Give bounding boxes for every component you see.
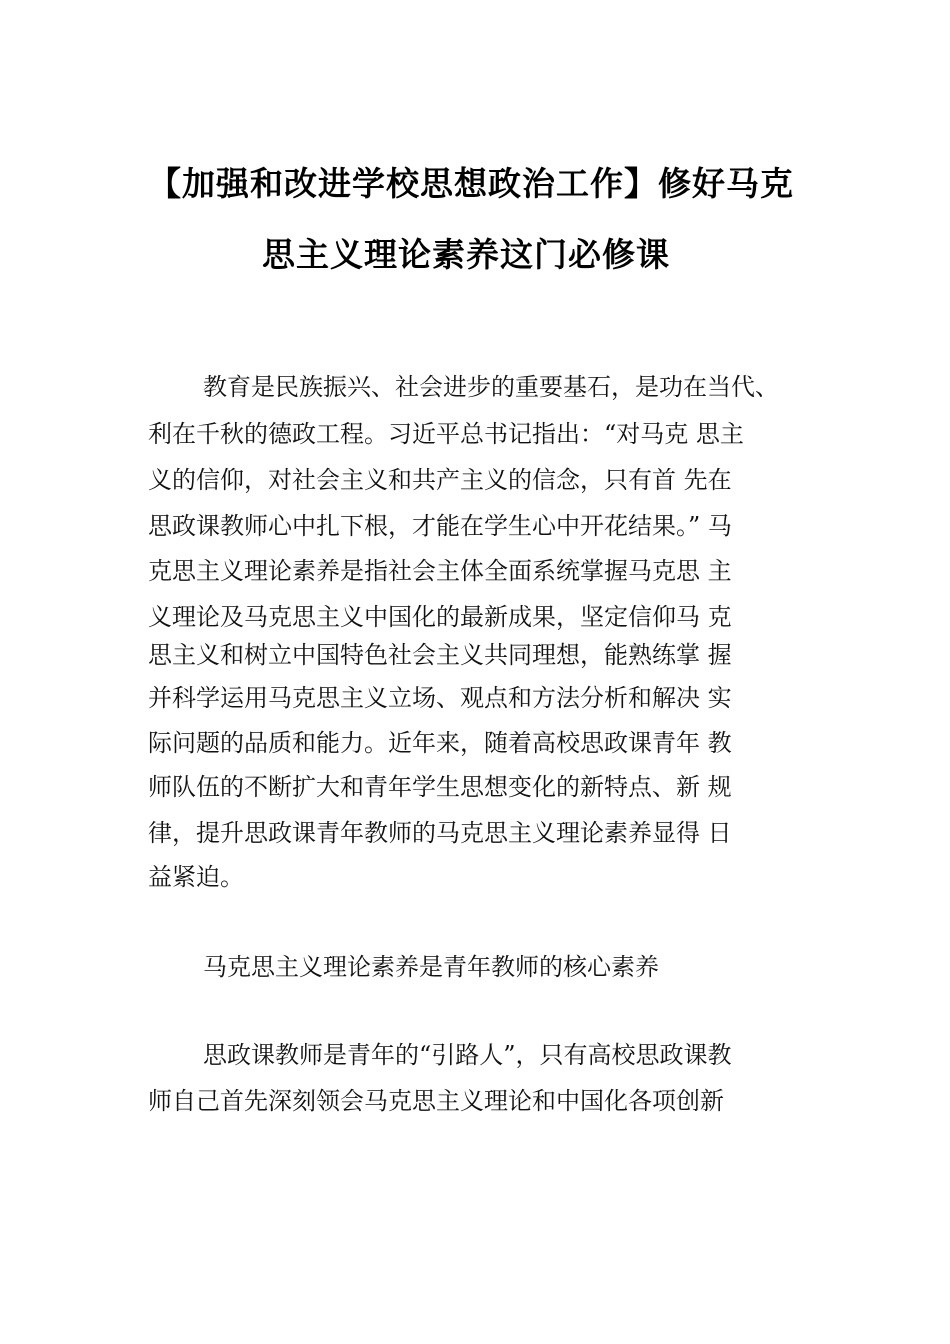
paragraph-1-line-7: 思主义和树立中国特色社会主义共同理想，能熟练掌 握 <box>148 641 732 669</box>
paragraph-1-line-10: 师队伍的不断扩大和青年学生思想变化的新特点、新 规 <box>148 773 732 801</box>
document-title-line-2: 思主义理论素养这门必修课 <box>262 235 670 274</box>
paragraph-2-line-1: 思政课教师是青年的“引路人”，只有高校思政课教 <box>203 1041 732 1069</box>
paragraph-2-line-2: 师自己首先深刻领会马克思主义理论和中国化各项创新 <box>148 1087 724 1115</box>
paragraph-1-line-2: 利在千秋的德政工程。习近平总书记指出：“对马克 思主 <box>148 420 744 448</box>
paragraph-1-line-5: 克思主义理论素养是指社会主体全面系统掌握马克思 主 <box>148 557 732 585</box>
paragraph-1-line-9: 际问题的品质和能力。近年来，随着高校思政课青年 教 <box>148 729 732 757</box>
document-title-line-1: 【加强和改进学校思想政治工作】修好马克 <box>148 164 794 203</box>
paragraph-1-line-1: 教育是民族振兴、社会进步的重要基石，是功在当代、 <box>203 373 779 401</box>
section-heading: 马克思主义理论素养是青年教师的核心素养 <box>203 953 659 981</box>
paragraph-1-line-8: 并科学运用马克思主义立场、观点和方法分析和解决 实 <box>148 684 732 712</box>
paragraph-1-line-11: 律，提升思政课青年教师的马克思主义理论素养显得 日 <box>148 819 732 847</box>
paragraph-1-line-12: 益紧迫。 <box>148 863 244 891</box>
paragraph-1-line-4: 思政课教师心中扎下根，才能在学生心中开花结果。” 马 <box>148 512 732 540</box>
paragraph-1-line-6: 义理论及马克思主义中国化的最新成果，坚定信仰马 克 <box>148 603 732 631</box>
paragraph-1-line-3: 义的信仰，对社会主义和共产主义的信念，只有首 先在 <box>148 466 732 494</box>
